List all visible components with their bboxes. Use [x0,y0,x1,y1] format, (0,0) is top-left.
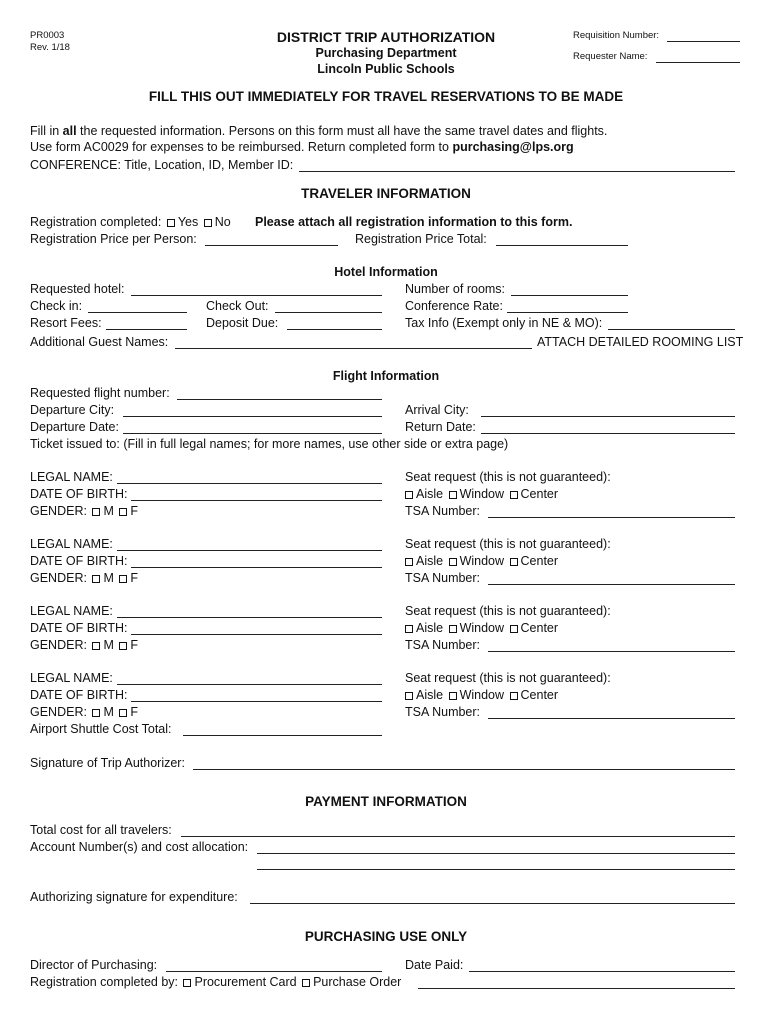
legal-name-field[interactable] [117,483,382,484]
attach-rooming-list-note: ATTACH DETAILED ROOMING LIST [537,335,744,349]
legal-name-label: LEGAL NAME: [30,470,113,484]
attach-registration-note: Please attach all registration information to this form. [255,215,573,229]
registration-completed-row [30,215,231,230]
seat-aisle-label: Aisle [416,688,444,702]
date-of-birth-label: DATE OF BIRTH: [30,688,128,702]
tsa-number-field[interactable] [488,517,735,518]
date-paid-label: Date Paid: [405,958,464,972]
price-per-person-field[interactable] [205,245,338,246]
registration-no-label: No [214,215,231,229]
date-of-birth-field[interactable] [131,634,382,635]
requested-flight-field[interactable] [177,399,382,400]
seat-request-label: Seat request (this is not guaranteed): [405,470,611,484]
seat-options-row [403,688,558,703]
gender-male-label: M [103,705,114,719]
seat-aisle-checkbox[interactable] [405,625,413,633]
registration-no-checkbox[interactable] [204,219,212,227]
authorizing-signature-field[interactable] [250,903,735,904]
check-out-field[interactable] [275,312,382,313]
instruction-line-2a: Use form AC0029 for expenses to be reimbursed. Return completed form to [30,140,449,154]
tsa-number-field[interactable] [488,651,735,652]
seat-center-checkbox[interactable] [510,558,518,566]
gender-female-label: F [130,504,138,518]
gender-female-checkbox[interactable] [119,508,127,516]
gender-label: GENDER: [30,504,87,518]
shuttle-cost-field[interactable] [183,735,382,736]
purchase-order-label: Purchase Order [313,975,402,989]
legal-name-field[interactable] [117,617,382,618]
seat-center-label: Center [520,554,559,568]
check-out-label: Check Out: [206,299,269,313]
gender-female-checkbox[interactable] [119,642,127,650]
gender-row [30,571,138,586]
gender-female-label: F [130,638,138,652]
procurement-card-checkbox[interactable] [183,979,191,987]
gender-male-checkbox[interactable] [92,642,100,650]
rooms-field[interactable] [511,295,628,296]
requester-name-field[interactable] [656,62,740,63]
form-revision: Rev. 1/18 [30,42,70,53]
departure-city-label: Departure City: [30,403,115,417]
total-cost-field[interactable] [181,836,735,837]
conference-label: CONFERENCE: Title, Location, ID, Member ID: [30,158,294,172]
requester-name-label: Requester Name: [573,51,648,62]
date-of-birth-field[interactable] [131,567,382,568]
seat-options-row [403,487,558,502]
tax-info-label: Tax Info (Exempt only in NE & MO): [405,316,603,330]
tsa-number-label: TSA Number: [405,504,481,518]
price-total-label: Registration Price Total: [355,232,487,246]
deposit-due-label: Deposit Due: [206,316,279,330]
requisition-number-field[interactable] [667,41,740,42]
gender-label: GENDER: [30,638,87,652]
seat-window-label: Window [459,487,505,501]
seat-window-checkbox[interactable] [449,692,457,700]
ticket-issued-label: Ticket issued to: (Fill in full legal names; for more names, use other side or extra page) [30,437,509,451]
seat-aisle-label: Aisle [416,621,444,635]
seat-options-row [403,621,558,636]
resort-fees-field[interactable] [106,329,187,330]
seat-window-checkbox[interactable] [449,491,457,499]
check-in-field[interactable] [88,312,187,313]
departure-city-field[interactable] [123,416,382,417]
seat-window-checkbox[interactable] [449,558,457,566]
seat-request-label: Seat request (this is not guaranteed): [405,671,611,685]
gender-row [30,504,138,519]
seat-window-label: Window [459,621,505,635]
director-purchasing-field[interactable] [166,971,382,972]
tsa-number-label: TSA Number: [405,638,481,652]
form-id: PR0003 [30,30,65,41]
conference-rate-label: Conference Rate: [405,299,503,313]
return-date-field[interactable] [481,433,735,434]
additional-guests-label: Additional Guest Names: [30,335,169,349]
date-of-birth-label: DATE OF BIRTH: [30,487,128,501]
purchasing-use-heading: PURCHASING USE ONLY [304,929,468,944]
procurement-card-label: Procurement Card [194,975,297,989]
shuttle-cost-label: Airport Shuttle Cost Total: [30,722,172,736]
date-of-birth-label: DATE OF BIRTH: [30,554,128,568]
seat-center-checkbox[interactable] [510,692,518,700]
seat-aisle-checkbox[interactable] [405,692,413,700]
price-total-field[interactable] [496,245,628,246]
legal-name-field[interactable] [117,684,382,685]
instruction-line-1 [30,124,607,139]
registration-completed-label: Registration completed: [30,215,162,229]
gender-female-checkbox[interactable] [119,575,127,583]
date-paid-field[interactable] [469,971,735,972]
registration-yes-checkbox[interactable] [167,219,175,227]
registration-completed-by-row [30,975,401,990]
instruction-line-1c: the requested information. Persons on this form must all have the same travel dates and flights. [80,124,608,138]
requested-hotel-label: Requested hotel: [30,282,125,296]
rooms-label: Number of rooms: [405,282,506,296]
requested-hotel-field[interactable] [131,295,382,296]
requisition-number-label: Requisition Number: [573,30,660,41]
requested-flight-label: Requested flight number: [30,386,170,400]
conference-field[interactable] [299,171,735,172]
instruction-line-2 [30,140,574,155]
gender-male-label: M [103,571,114,585]
arrival-city-field[interactable] [481,416,735,417]
departure-date-field[interactable] [123,433,382,434]
gender-label: GENDER: [30,705,87,719]
arrival-city-label: Arrival City: [405,403,469,417]
resort-fees-label: Resort Fees: [30,316,102,330]
trip-authorizer-signature-field[interactable] [193,769,735,770]
seat-center-label: Center [520,621,559,635]
check-in-label: Check in: [30,299,83,313]
price-per-person-label: Registration Price per Person: [30,232,197,246]
authorizing-signature-label: Authorizing signature for expenditure: [30,890,238,904]
gender-male-label: M [103,504,114,518]
tsa-number-label: TSA Number: [405,705,481,719]
instruction-line-1a: Fill in [30,124,60,138]
tsa-number-label: TSA Number: [405,571,481,585]
account-number-field[interactable] [257,853,735,854]
instruction-emphasis-all: all [62,124,77,138]
seat-center-label: Center [520,688,559,702]
trip-authorizer-signature-label: Signature of Trip Authorizer: [30,756,185,770]
return-date-label: Return Date: [405,420,476,434]
seat-request-label: Seat request (this is not guaranteed): [405,604,611,618]
director-purchasing-label: Director of Purchasing: [30,958,158,972]
seat-aisle-label: Aisle [416,487,444,501]
seat-center-checkbox[interactable] [510,491,518,499]
seat-center-label: Center [520,487,559,501]
gender-male-checkbox[interactable] [92,709,100,717]
date-of-birth-field[interactable] [131,701,382,702]
tax-info-field[interactable] [608,329,735,330]
department-name: Purchasing Department [315,46,457,60]
tsa-number-field[interactable] [488,584,735,585]
seat-aisle-label: Aisle [416,554,444,568]
instruction-banner: FILL THIS OUT IMMEDIATELY FOR TRAVEL RESERVATIONS TO BE MADE [148,89,624,104]
date-of-birth-label: DATE OF BIRTH: [30,621,128,635]
deposit-due-field[interactable] [287,329,382,330]
seat-center-checkbox[interactable] [510,625,518,633]
seat-window-checkbox[interactable] [449,625,457,633]
traveler-info-heading: TRAVELER INFORMATION [301,186,471,201]
account-number-label: Account Number(s) and cost allocation: [30,840,249,854]
seat-window-label: Window [459,688,505,702]
departure-date-label: Departure Date: [30,420,119,434]
gender-row [30,705,138,720]
gender-female-checkbox[interactable] [119,709,127,717]
gender-male-label: M [103,638,114,652]
purchasing-email: purchasing@lps.org [452,140,574,154]
hotel-info-heading: Hotel Information [334,265,438,279]
total-cost-label: Total cost for all travelers: [30,823,172,837]
flight-info-heading: Flight Information [332,369,440,383]
organization-name: Lincoln Public Schools [317,62,455,76]
form-title: DISTRICT TRIP AUTHORIZATION [276,29,496,45]
gender-female-label: F [130,571,138,585]
tsa-number-field[interactable] [488,718,735,719]
conference-rate-field[interactable] [507,312,628,313]
date-of-birth-field[interactable] [131,500,382,501]
gender-row [30,638,138,653]
seat-options-row [403,554,558,569]
payment-info-heading: PAYMENT INFORMATION [305,794,467,809]
account-number-field-line-2[interactable] [257,869,735,870]
seat-request-label: Seat request (this is not guaranteed): [405,537,611,551]
registration-completed-by-field[interactable] [418,988,735,989]
registration-yes-label: Yes [177,215,199,229]
legal-name-field[interactable] [117,550,382,551]
gender-male-checkbox[interactable] [92,508,100,516]
registration-completed-by-label: Registration completed by: [30,975,178,989]
seat-aisle-checkbox[interactable] [405,558,413,566]
legal-name-label: LEGAL NAME: [30,671,113,685]
seat-aisle-checkbox[interactable] [405,491,413,499]
legal-name-label: LEGAL NAME: [30,604,113,618]
gender-male-checkbox[interactable] [92,575,100,583]
seat-window-label: Window [459,554,505,568]
additional-guests-field[interactable] [175,348,532,349]
purchase-order-checkbox[interactable] [302,979,310,987]
legal-name-label: LEGAL NAME: [30,537,113,551]
gender-label: GENDER: [30,571,87,585]
gender-female-label: F [130,705,138,719]
